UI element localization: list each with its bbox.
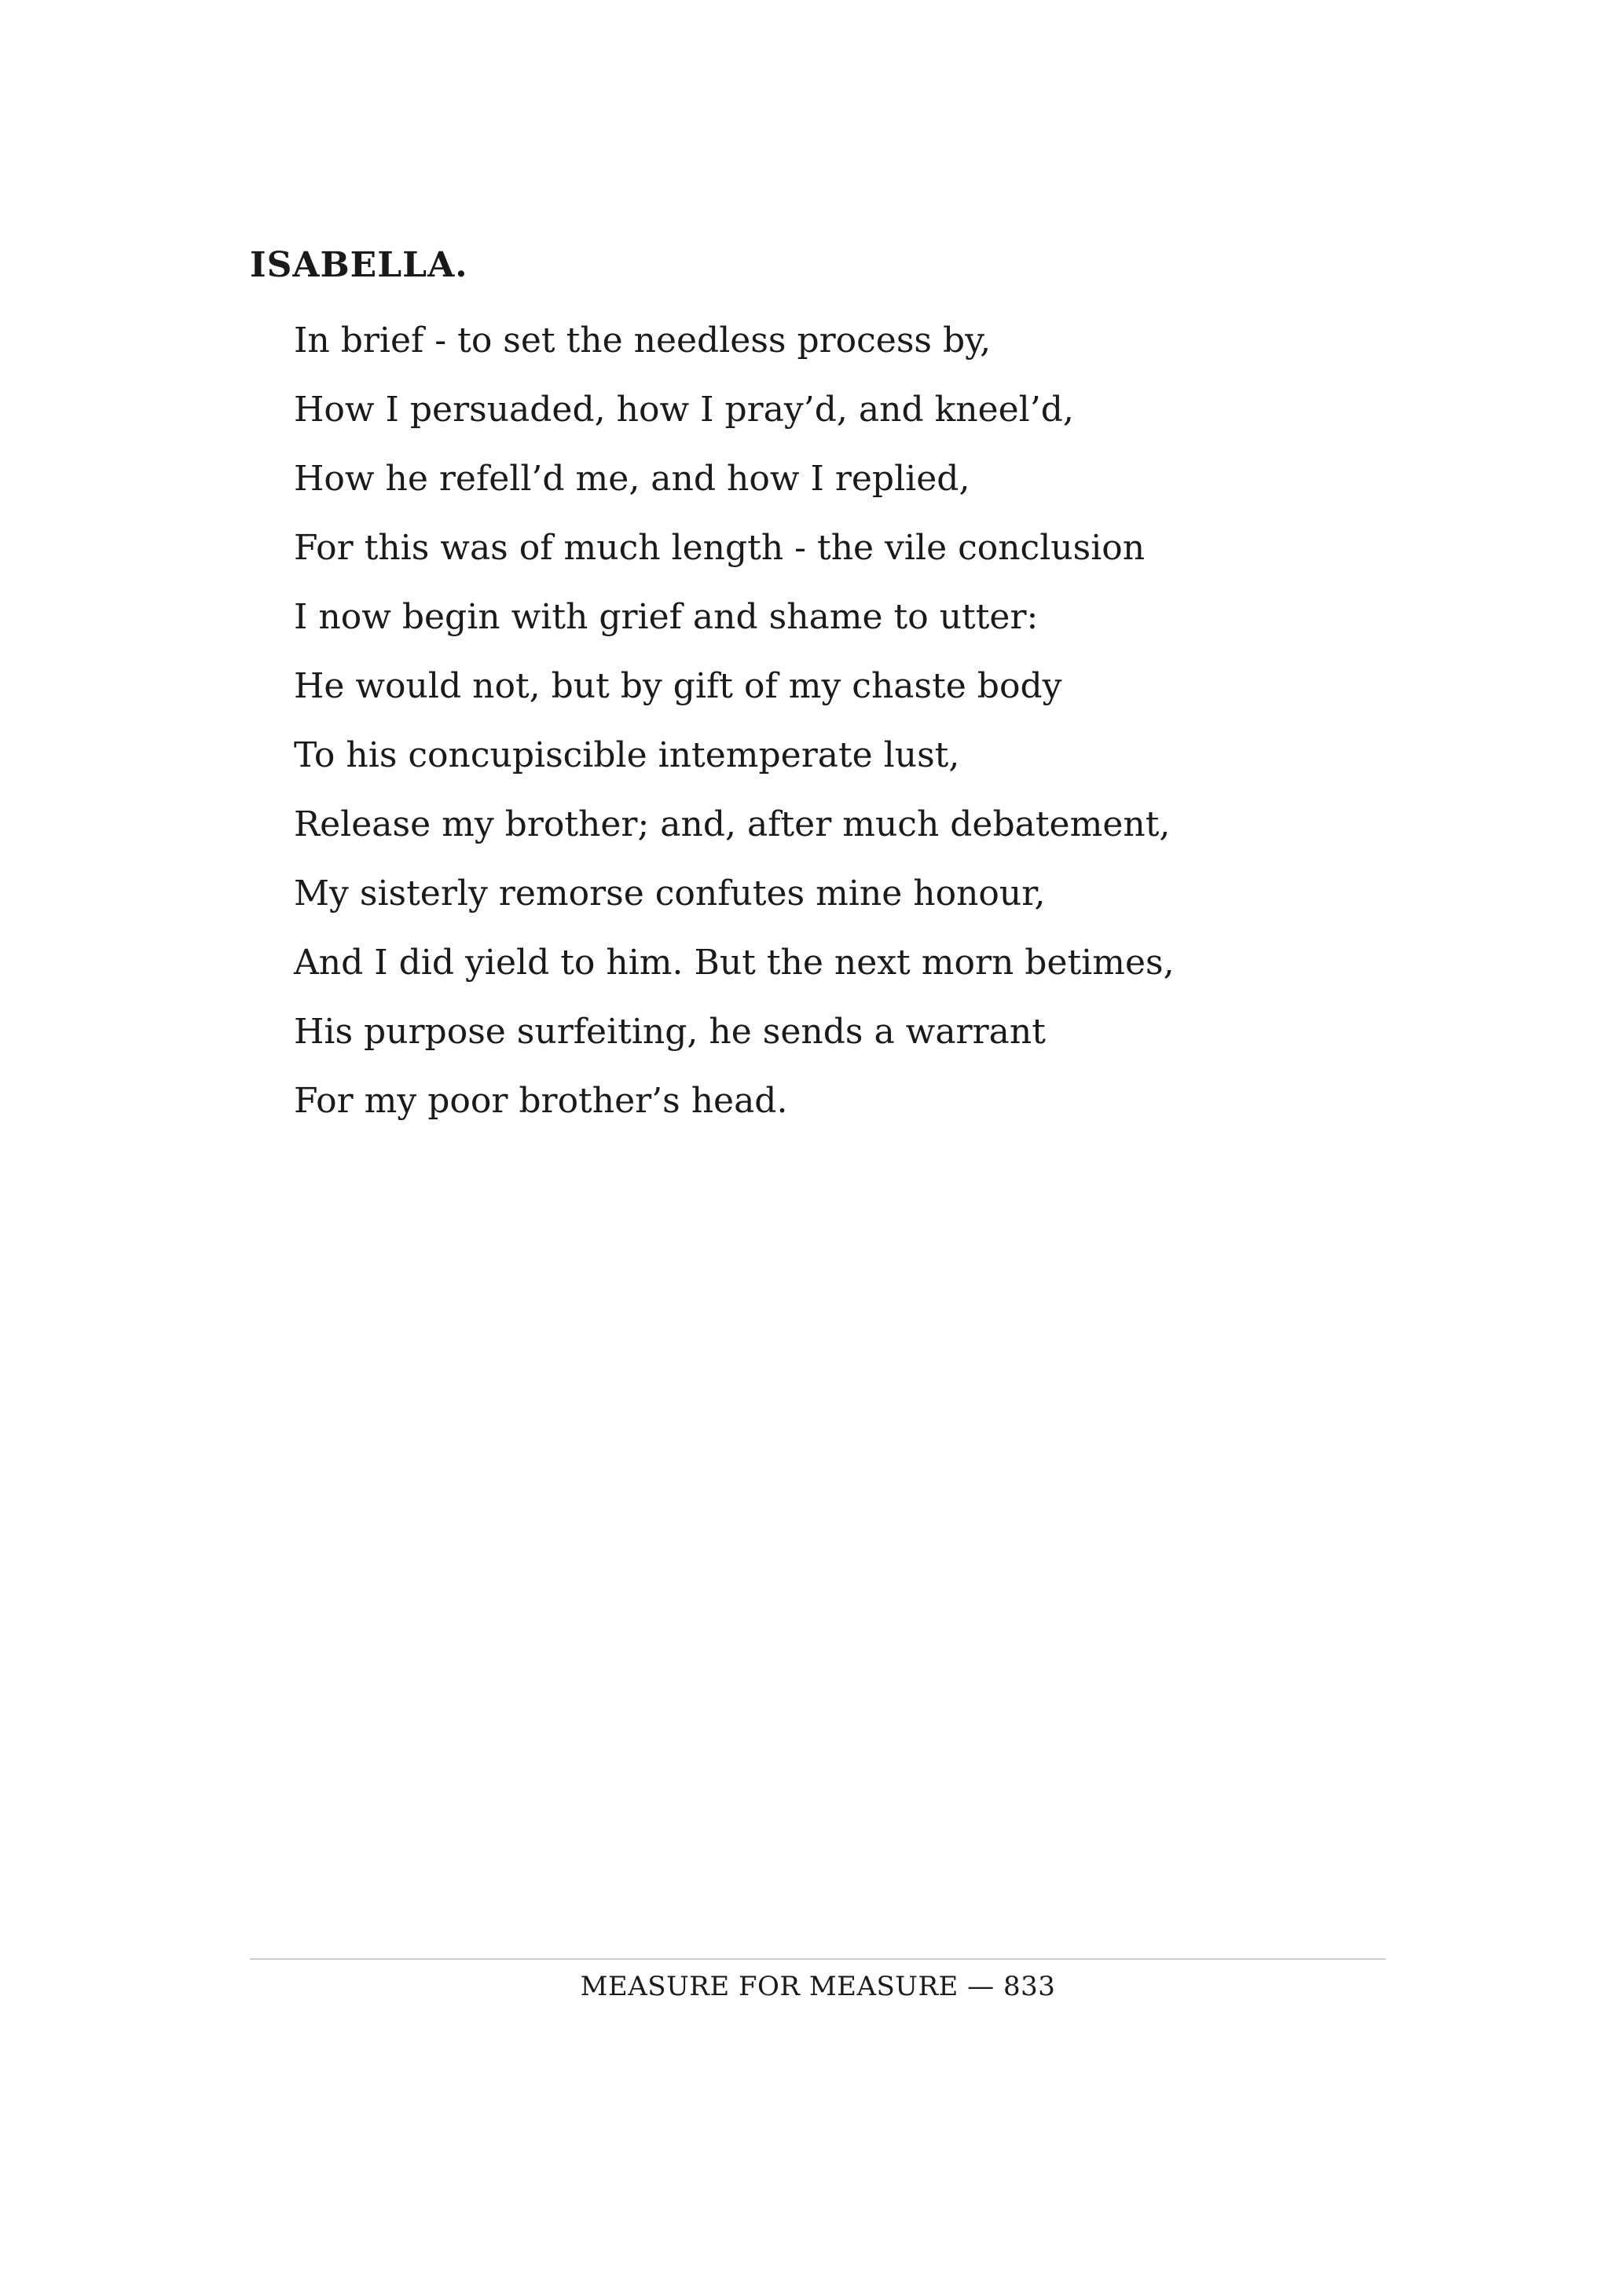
verse-line: I now begin with grief and shame to utter: (294, 597, 1039, 637)
verse-line: How I persuaded, how I pray’d, and kneel’d, (294, 390, 1074, 430)
running-footer: MEASURE FOR MEASURE — 833 (580, 1971, 1056, 2002)
verse-line: In brief - to set the needless process by, (294, 320, 992, 361)
footer-divider (250, 1958, 1386, 1960)
verse-line: And I did yield to him. But the next morn betimes, (294, 943, 1175, 983)
verse-line: Release my brother; and, after much debatement, (294, 804, 1171, 844)
verse-line: For my poor brother’s head. (294, 1081, 788, 1121)
verse-line: How he refell’d me, and how I replied, (294, 459, 970, 499)
verse-line: My sisterly remorse confutes mine honour, (294, 873, 1046, 914)
verse-line: He would not, but by gift of my chaste body (294, 666, 1062, 706)
verse-line: His purpose surfeiting, he sends a warrant (294, 1012, 1046, 1052)
speaker-name: ISABELLA. (250, 245, 468, 285)
verse-line: To his concupiscible intemperate lust, (294, 735, 960, 775)
verse-block (294, 306, 1175, 1136)
verse-line: For this was of much length - the vile conclusion (294, 528, 1146, 568)
